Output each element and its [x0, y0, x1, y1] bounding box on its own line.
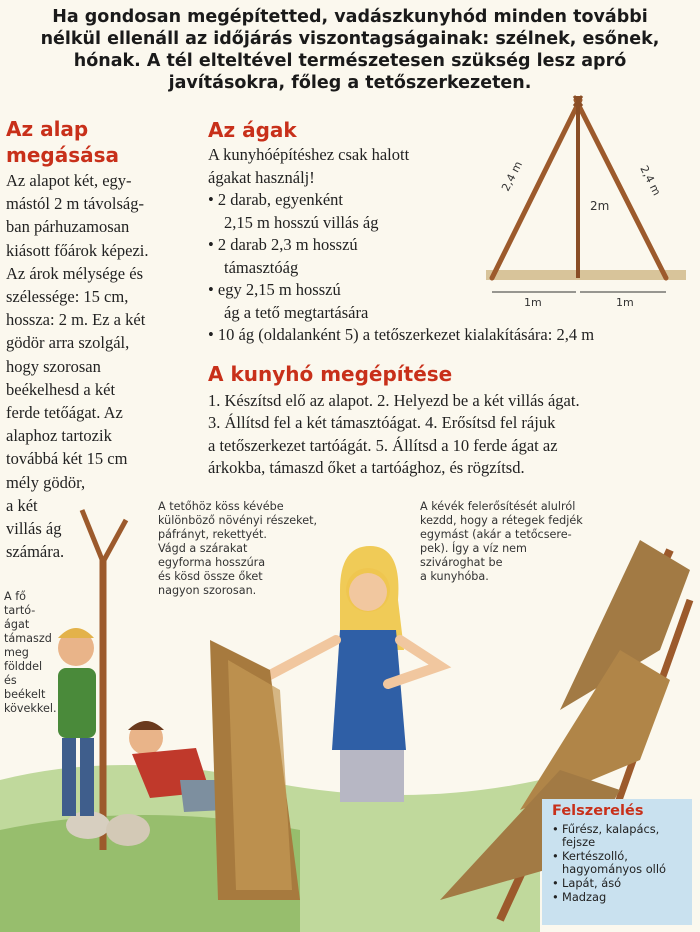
text-line: kiásott főárok képezi.: [6, 240, 149, 260]
equipment-item: [552, 850, 692, 864]
equipment-list: [542, 823, 692, 905]
layers-caption: [420, 500, 583, 584]
caption-line: A kévék felerősítését alulról: [420, 500, 576, 513]
caption-line: szivároghat be: [420, 556, 503, 569]
boy-figure: [58, 668, 96, 738]
left-base-label: 1m: [524, 296, 542, 307]
text-line: mély gödör,: [6, 472, 86, 492]
text-line: 1. Készítsd elő az alapot. 2. Helyezd be a két villás ágat.: [208, 391, 580, 410]
caption-line: A fő: [4, 590, 26, 603]
intro-line: Ha gondosan megépítetted, vadászkunyhód minden további: [52, 7, 648, 27]
caption-line: beékelt: [4, 688, 46, 701]
girl-figure: [340, 750, 404, 802]
foundation-title-line: Az alap: [6, 117, 89, 141]
text-line: ág a tető megtartására: [224, 302, 369, 322]
ground: [486, 270, 686, 280]
caption-line: és kösd össze őket: [158, 570, 263, 583]
text-line: mástól 2 m távolság-: [6, 194, 144, 214]
branches-title: Az ágak: [208, 118, 297, 142]
text-line: a két: [6, 495, 38, 515]
text-line: árkokba, támaszd őket a tartóághoz, és rögzítsd.: [208, 457, 525, 477]
caption-line: támaszd: [4, 632, 52, 645]
text-line: támasztóág: [224, 257, 299, 277]
equipment-item: [552, 891, 692, 905]
equipment-item: [552, 823, 692, 837]
text-line: Az alapot két, egy-: [6, 171, 132, 190]
text-line: villás ág: [6, 519, 62, 539]
boy-figure: [128, 721, 164, 730]
text-line: szélessége: 15 cm,: [6, 287, 129, 307]
bullet-icon: •: [552, 848, 559, 863]
equipment-item: [552, 836, 692, 850]
caption-line: tartó-: [4, 604, 36, 617]
text-line: ágakat használj!: [208, 167, 315, 187]
text-line: Az árok mélysége és: [6, 263, 143, 283]
foundation-title: [6, 116, 206, 168]
text-line: hossza: 2 m. Ez a két: [6, 310, 146, 330]
equipment-item-label: Madzag: [562, 889, 607, 904]
caption-line: egyforma hosszúra: [158, 556, 266, 569]
text-line: a tetőszerkezet tartóágát. 5. Állítsd a 10 ferde ágat az: [208, 435, 558, 455]
text-line: ferde tetőágat. Az: [6, 403, 123, 423]
left-length-label: 2,4 m: [499, 159, 526, 194]
girl-figure: [268, 640, 336, 676]
equipment-item-label: Kertészolló,: [562, 848, 628, 863]
equipment-panel: [542, 799, 692, 925]
reed-bundle: [228, 660, 292, 890]
text-line: alaphoz tartozik: [6, 426, 112, 446]
text-line: ban párhuzamosan: [6, 217, 130, 237]
build-title: A kunyhó megépítése: [208, 362, 453, 386]
bullet-item: • egy 2,15 m hosszú: [208, 280, 341, 299]
caption-line: Vágd a szárakat: [158, 542, 248, 555]
foundation-title-line: megásása: [6, 143, 120, 167]
boy-figure: [62, 738, 76, 816]
right-base-label: 1m: [616, 296, 634, 307]
text-line: A kunyhóépítéshez csak halott: [208, 145, 410, 164]
build-text: [208, 390, 698, 479]
equipment-title: Felszerelés: [552, 803, 644, 819]
caption-line: kezdd, hogy a rétegek fedjék: [420, 514, 583, 527]
equipment-item-label: Fűrész, kalapács,: [562, 821, 660, 836]
bullet-icon: •: [552, 875, 559, 890]
bullet-icon: •: [552, 889, 559, 904]
build-section: [208, 362, 698, 479]
bundle-caption: [158, 500, 317, 598]
intro-line: javításokra, főleg a tetőszerkezeten.: [168, 73, 532, 93]
caption-line: ágat: [4, 618, 30, 631]
text-line: gödör arra szolgál,: [6, 333, 130, 353]
intro-line: hónak. A tél elteltével természetesen szükség lesz apró: [73, 51, 627, 71]
right-length-label: 2,4 m: [637, 163, 664, 198]
bullet-item: • 2 darab, egyenként: [208, 190, 343, 209]
girl-figure: [332, 630, 406, 750]
text-line: hogy szorosan: [6, 356, 101, 376]
equipment-item-label: Lapát, ásó: [562, 875, 622, 890]
girl-figure: [349, 573, 387, 611]
text-line: 3. Állítsd fel a két támasztóágat. 4. Erősítsd fel rájuk: [208, 413, 556, 433]
fork-branch: [103, 520, 126, 562]
caption-line: egymást (akár a tetőcsere-: [420, 528, 572, 541]
caption-line: meg: [4, 646, 29, 659]
stone: [106, 814, 150, 846]
aframe-diagram: [478, 92, 693, 307]
text-line: beékelhesd a két: [6, 379, 116, 399]
support-caption: [4, 590, 57, 716]
caption-line: kövekkel.: [4, 702, 57, 715]
bullet-item: • 10 ág (oldalanként 5) a tetőszerkezet kialakítására: 2,4 m: [208, 325, 595, 344]
caption-line: különböző növényi részeket,: [158, 514, 318, 527]
equipment-item-label: hagyományos olló: [562, 862, 666, 877]
equipment-item: [552, 877, 692, 891]
height-label: 2m: [590, 199, 610, 213]
fork-branch: [82, 510, 103, 562]
intro-line: nélkül ellenáll az időjárás viszontagságainak: szélnek, esőnek,: [40, 29, 660, 49]
bullet-item: • 2 darab 2,3 m hosszú: [208, 235, 358, 254]
boy-figure: [58, 628, 94, 638]
text-line: 2,15 m hosszú villás ág: [224, 212, 379, 232]
caption-line: pek). Így a víz nem: [420, 542, 527, 555]
equipment-item-label: fejsze: [562, 835, 596, 850]
intro-paragraph: [0, 6, 700, 94]
caption-line: nagyon szorosan.: [158, 584, 257, 597]
caption-line: és: [4, 674, 17, 687]
caption-line: A tetőhöz köss kévébe: [158, 500, 284, 513]
text-line: továbbá két 15 cm: [6, 449, 128, 469]
equipment-item: [552, 863, 692, 877]
text-line: számára.: [6, 542, 65, 562]
bullet-icon: •: [552, 821, 559, 836]
caption-line: földdel: [4, 660, 43, 673]
caption-line: páfrányt, rekettyét.: [158, 528, 267, 541]
caption-line: a kunyhóba.: [420, 570, 489, 583]
boy-figure: [80, 738, 94, 816]
